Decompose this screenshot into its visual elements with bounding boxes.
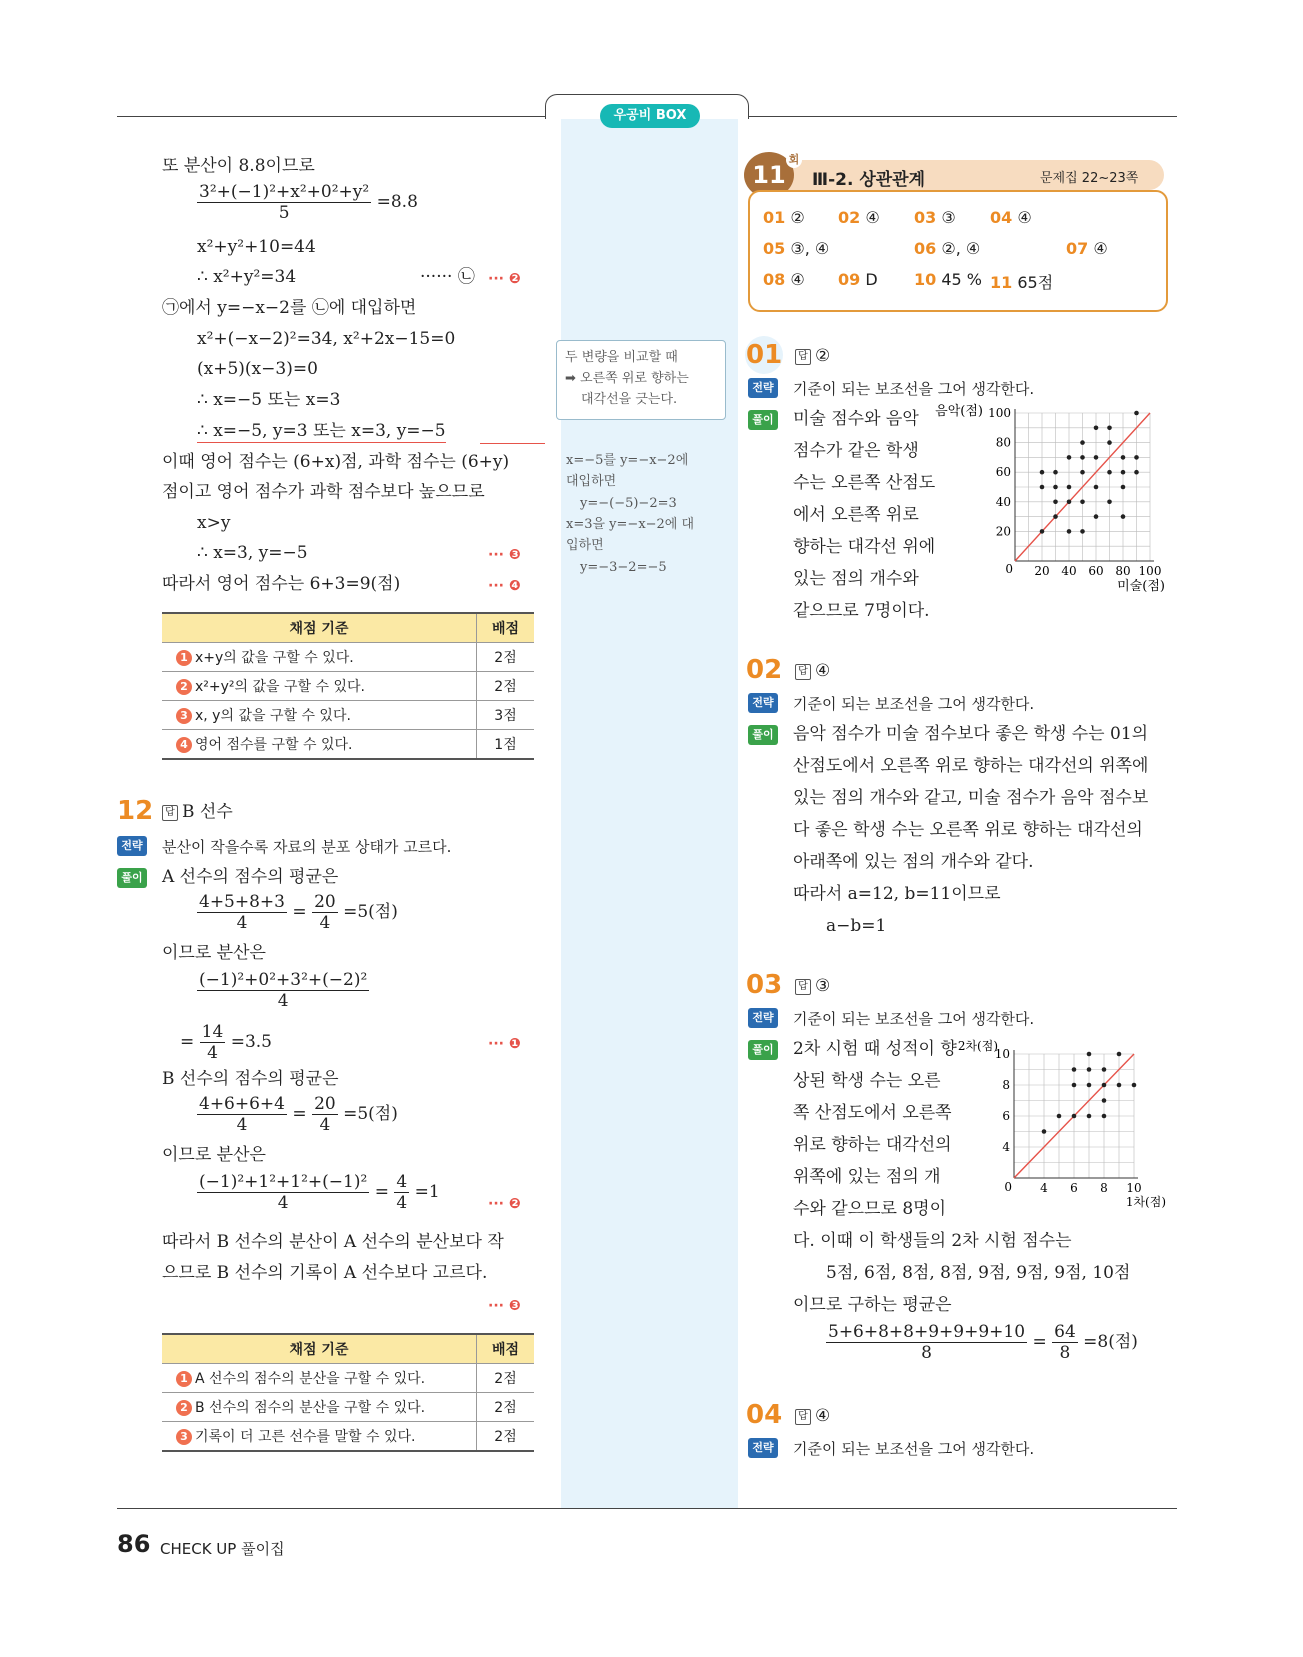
table-row: 2 x²+y²의 값을 구할 수 있다. 2점 xyxy=(162,672,534,701)
data-point xyxy=(1094,485,1099,490)
equation: $\frac{\text{(−1)²+0²+3²+(−2)²}}{4}$ xyxy=(199,970,368,1011)
strategy-tag: 전략 xyxy=(117,836,147,856)
bottom-rule xyxy=(117,1508,1177,1509)
x-tick-label: 40 xyxy=(1061,564,1077,578)
strategy-tag: 전략 xyxy=(748,378,778,398)
data-point xyxy=(1107,426,1112,431)
data-point xyxy=(1053,485,1058,490)
text-line: 향하는 대각선 위에 xyxy=(793,537,936,557)
table-header: 채점 기준 xyxy=(162,613,477,643)
data-point xyxy=(1102,1067,1107,1072)
data-point xyxy=(1087,1052,1092,1057)
data-point xyxy=(1094,455,1099,460)
tip-note: 두 변량을 비교할 때 ➡ 오른쪽 위로 향하는 대각선을 긋는다. xyxy=(556,340,726,420)
connector-line xyxy=(480,443,545,444)
y-axis-label: 음악(점) xyxy=(935,404,983,419)
margin-column xyxy=(561,116,738,1508)
side-calc: 입하면 xyxy=(566,538,604,553)
text-line: 따라서 영어 점수는 6+3=9(점) xyxy=(162,574,401,594)
answer: 답 ② xyxy=(795,345,830,367)
data-point xyxy=(1057,1114,1062,1119)
text-line: 다 좋은 학생 수는 오른쪽 위로 향하는 대각선의 xyxy=(793,820,1143,840)
text-line: 이므로 분산은 xyxy=(162,943,266,963)
data-point xyxy=(1042,1129,1047,1134)
solution-tag: 풀이 xyxy=(748,1040,778,1060)
answer-item: 09 D xyxy=(838,270,878,289)
text-line: 위로 향하는 대각선의 xyxy=(793,1135,952,1155)
equation: $\frac{4+6+6+4}{4}$ = $\frac{20}{4}$ =5(점) xyxy=(199,1094,398,1135)
section-number: 11 xyxy=(744,152,794,198)
data-point xyxy=(1117,1052,1122,1057)
text-line: 에서 오른쪽 위로 xyxy=(793,505,919,525)
step-marker: ··· ❹ xyxy=(488,578,521,594)
text-line: 2차 시험 때 성적이 향 xyxy=(793,1039,957,1059)
data-point xyxy=(1107,470,1112,475)
answer-item: 08 ④ xyxy=(763,270,805,289)
x-tick-label: 10 xyxy=(1126,1181,1142,1195)
strategy-tag: 전략 xyxy=(748,1008,778,1028)
strategy-tag: 전략 xyxy=(748,693,778,713)
table-row: 3 x, y의 값을 구할 수 있다. 3점 xyxy=(162,701,534,730)
table-header: 채점 기준 xyxy=(162,1334,477,1364)
text-line: A 선수의 점수의 평균은 xyxy=(162,867,339,887)
answer-item: 03 ③ xyxy=(914,208,956,227)
y-tick-label: 10 xyxy=(994,1047,1010,1061)
y-tick-label: 6 xyxy=(1002,1109,1010,1123)
x-tick-label: 80 xyxy=(1115,564,1131,578)
x-tick-label: 6 xyxy=(1070,1181,1078,1195)
data-point xyxy=(1080,470,1085,475)
x-tick-label: 8 xyxy=(1100,1181,1108,1195)
answer-item: 02 ④ xyxy=(838,208,880,227)
page-number: 86 xyxy=(117,1530,151,1558)
equation: ∴ x=3, y=−5 xyxy=(197,543,308,563)
y-axis-label: 2차(점) xyxy=(957,1039,998,1053)
x-tick-label: 60 xyxy=(1088,564,1104,578)
step-marker: ··· ❷ xyxy=(488,1196,521,1212)
strategy-text: 기준이 되는 보조선을 그어 생각한다. xyxy=(793,1010,1035,1028)
y-tick-label: 20 xyxy=(995,524,1011,539)
box-label: 우공비 BOX xyxy=(600,104,700,128)
text-line: 5점, 6점, 8점, 8점, 9점, 9점, 9점, 10점 xyxy=(826,1263,1131,1283)
fraction: $\frac{\text{3²+(−1)²+x²+0²+y²}}{5}$ xyxy=(199,182,370,223)
step-marker: ··· ❸ xyxy=(488,547,521,563)
data-point xyxy=(1087,1083,1092,1088)
equation: a−b=1 xyxy=(826,916,887,936)
x-tick-label: 4 xyxy=(1040,1181,1048,1195)
question-number: 12 xyxy=(117,796,154,826)
y-tick-label: 4 xyxy=(1002,1140,1010,1154)
x-tick-label: 20 xyxy=(1034,564,1050,578)
equation: $\frac{5+6+8+8+9+9+9+10}{8}$ = $\frac{64}{8}$ =8(점) xyxy=(828,1322,1138,1363)
table-row: 1 x+y의 값을 구할 수 있다. 2점 xyxy=(162,643,534,672)
data-point xyxy=(1080,455,1085,460)
data-point xyxy=(1080,500,1085,505)
data-point xyxy=(1117,1083,1122,1088)
data-point xyxy=(1067,500,1072,505)
section-sup: 회 xyxy=(786,152,802,168)
table-row: 2 B 선수의 점수의 분산을 구할 수 있다. 2점 xyxy=(162,1393,534,1422)
question-number: 03 xyxy=(746,970,783,1000)
text-line: 다. 이때 이 학생들의 2차 시험 점수는 xyxy=(793,1231,1072,1251)
table-row: 3 기록이 더 고른 선수를 말할 수 있다. 2점 xyxy=(162,1422,534,1452)
data-point xyxy=(1040,485,1045,490)
data-point xyxy=(1072,1114,1077,1119)
data-point xyxy=(1107,500,1112,505)
text-line: 수와 같으므로 8명이 xyxy=(793,1199,946,1219)
strategy-text: 기준이 되는 보조선을 그어 생각한다. xyxy=(793,380,1035,398)
data-point xyxy=(1080,529,1085,534)
data-point xyxy=(1080,440,1085,445)
equation: x²+(−x−2)²=34, x²+2x−15=0 xyxy=(197,329,456,349)
data-point xyxy=(1121,514,1126,519)
section-title: Ⅲ-2. 상관관계 xyxy=(812,170,926,190)
x-axis-label: 미술(점) xyxy=(1117,579,1165,594)
equation: x²+y²+10=44 xyxy=(197,237,316,257)
scoring-table-2 xyxy=(162,1333,534,1452)
question-number: 04 xyxy=(746,1400,783,1430)
text-line: 있는 점의 개수와 같고, 미술 점수가 음악 점수보 xyxy=(793,788,1149,808)
side-calc: y=−3−2=−5 xyxy=(580,560,667,575)
equation: $\frac{4+5+8+3}{4}$ = $\frac{20}{4}$ =5(점) xyxy=(199,892,398,933)
step-marker: ··· ❷ xyxy=(488,271,521,287)
text-line: 미술 점수와 음악 xyxy=(793,409,919,429)
text-line: 또 분산이 8.8이므로 xyxy=(162,156,315,176)
strategy-tag: 전략 xyxy=(748,1438,778,1458)
answer-item: 05 ③, ④ xyxy=(763,239,830,258)
answer-icon: 답 xyxy=(162,805,178,821)
data-point xyxy=(1053,500,1058,505)
data-point xyxy=(1134,411,1139,416)
strategy-text: 기준이 되는 보조선을 그어 생각한다. xyxy=(793,695,1035,713)
data-point xyxy=(1087,1067,1092,1072)
text-line: 이므로 구하는 평균은 xyxy=(793,1295,952,1315)
footer-title: CHECK UP 풀이집 xyxy=(160,1540,285,1558)
text-line: 아래쪽에 있는 점의 개수와 같다. xyxy=(793,852,1034,872)
data-point xyxy=(1121,470,1126,475)
text-line: 수는 오른쪽 산점도 xyxy=(793,473,936,493)
answer-icon: 답 xyxy=(795,664,811,680)
text-line: 따라서 a=12, b=11이므로 xyxy=(793,884,1001,904)
strategy-text: 기준이 되는 보조선을 그어 생각한다. xyxy=(793,1440,1035,1458)
data-point xyxy=(1134,470,1139,475)
text-line: 같으므로 7명이다. xyxy=(793,601,930,621)
data-point xyxy=(1053,514,1058,519)
data-point xyxy=(1067,455,1072,460)
table-row: 1 A 선수의 점수의 분산을 구할 수 있다. 2점 xyxy=(162,1364,534,1393)
data-point xyxy=(1107,440,1112,445)
answer-icon: 답 xyxy=(795,349,811,365)
data-point xyxy=(1134,455,1139,460)
strategy-text: 분산이 작을수록 자료의 분포 상태가 고르다. xyxy=(162,838,452,856)
side-calc: y=−(−5)−2=3 xyxy=(580,496,677,511)
answer: 답 ④ xyxy=(795,1405,830,1427)
data-point xyxy=(1087,1114,1092,1119)
text-line: 상된 학생 수는 오른 xyxy=(793,1071,941,1091)
scatter-chart-2 xyxy=(957,1039,1170,1210)
x-axis-label: 1차(점) xyxy=(1125,1195,1166,1209)
text-line: 쪽 산점도에서 오른쪽 xyxy=(793,1103,952,1123)
equation-highlight: ∴ x=−5, y=3 또는 x=3, y=−5 xyxy=(197,421,446,441)
data-point xyxy=(1067,485,1072,490)
table-row: 4 영어 점수를 구할 수 있다. 1점 xyxy=(162,730,534,760)
section-page: 문제집 22~23쪽 xyxy=(1040,171,1139,186)
data-point xyxy=(1121,455,1126,460)
equation: $\frac{\text{(−1)²+1²+1²+(−1)²}}{4}$ = $\frac{4}{4}$ =1 xyxy=(199,1172,440,1213)
x-tick-label: 100 xyxy=(1138,564,1162,578)
data-point xyxy=(1040,470,1045,475)
table-header: 배점 xyxy=(477,1334,535,1364)
equation: x>y xyxy=(197,513,231,533)
answer: 답 B 선수 xyxy=(162,801,233,823)
text-line: B 선수의 점수의 평균은 xyxy=(162,1069,339,1089)
question-number: 01 xyxy=(746,340,783,370)
solution-tag: 풀이 xyxy=(748,410,778,430)
answer-item: 10 45 % xyxy=(914,270,983,289)
text-line: 음악 점수가 미술 점수보다 좋은 학생 수는 01의 xyxy=(793,724,1149,744)
answer-item: 07 ④ xyxy=(1066,239,1108,258)
answer-icon: 답 xyxy=(795,979,811,995)
text-line: 이므로 분산은 xyxy=(162,1145,266,1165)
step-marker: ··· ❶ xyxy=(488,1036,521,1052)
text-line: 점이고 영어 점수가 과학 점수보다 높으므로 xyxy=(162,482,485,502)
answer-icon: 답 xyxy=(795,1409,811,1425)
side-calc: x=3을 y=−x−2에 대 xyxy=(566,517,695,532)
question-number: 02 xyxy=(746,655,783,685)
text-line: 산점도에서 오른쪽 위로 향하는 대각선의 위쪽에 xyxy=(793,756,1149,776)
text-line: 이때 영어 점수는 (6+x)점, 과학 점수는 (6+y) xyxy=(162,452,510,472)
side-calc: 대입하면 xyxy=(566,474,617,489)
answer-item: 06 ②, ④ xyxy=(914,239,981,258)
data-point xyxy=(1053,470,1058,475)
side-calc: x=−5를 y=−x−2에 xyxy=(566,453,689,468)
data-point xyxy=(1102,1098,1107,1103)
answer-item: 11 65점 xyxy=(990,273,1054,292)
scatter-chart-1 xyxy=(935,404,1170,595)
data-point xyxy=(1067,529,1072,534)
data-point xyxy=(1072,1067,1077,1072)
answer: 답 ③ xyxy=(795,975,830,997)
equation: ∴ x=−5 또는 x=3 xyxy=(197,390,341,410)
data-point xyxy=(1102,1114,1107,1119)
data-point xyxy=(1094,514,1099,519)
text-line: 있는 점의 개수와 xyxy=(793,569,919,589)
y-tick-label: 80 xyxy=(995,435,1011,450)
answer-item: 01 ② xyxy=(763,208,805,227)
scoring-table-1 xyxy=(162,612,534,760)
step-marker: ··· ❸ xyxy=(488,1298,521,1314)
text-line: 으므로 B 선수의 기록이 A 선수보다 고르다. xyxy=(162,1263,488,1283)
data-point xyxy=(1094,426,1099,431)
data-point xyxy=(1132,1083,1137,1088)
y-tick-label: 8 xyxy=(1002,1078,1010,1092)
y-tick-label: 100 xyxy=(988,406,1011,420)
text-line: 따라서 B 선수의 분산이 A 선수의 분산보다 작 xyxy=(162,1232,504,1252)
y-tick-label: 60 xyxy=(995,465,1011,480)
data-point xyxy=(1102,1083,1107,1088)
answer-item: 04 ④ xyxy=(990,208,1032,227)
text-line: 위쪽에 있는 점의 개 xyxy=(793,1167,941,1187)
y-tick-label: 40 xyxy=(995,494,1011,509)
origin-label: 0 xyxy=(1004,1180,1012,1194)
answer: 답 ④ xyxy=(795,660,830,682)
equation: (x+5)(x−3)=0 xyxy=(197,359,318,379)
equation: $\frac{\text{3²+(−1)²+x²+0²+y²}}{5}$ =8.8 xyxy=(199,182,418,223)
table-header: 배점 xyxy=(477,613,535,643)
solution-tag: 풀이 xyxy=(748,725,778,745)
text-line: 점수가 같은 학생 xyxy=(793,441,919,461)
equation: = $\frac{14}{4}$ =3.5 xyxy=(180,1022,272,1063)
equation: ∴ x²+y²=34 xyxy=(197,267,297,287)
solution-tag: 풀이 xyxy=(117,868,147,888)
data-point xyxy=(1040,529,1045,534)
origin-label: 0 xyxy=(1005,562,1013,576)
data-point xyxy=(1072,1083,1077,1088)
data-point xyxy=(1121,485,1126,490)
text-line: ㉠에서 y=−x−2를 ㉡에 대입하면 xyxy=(162,298,417,318)
equation-mark: ······ ㉡ xyxy=(420,267,475,287)
